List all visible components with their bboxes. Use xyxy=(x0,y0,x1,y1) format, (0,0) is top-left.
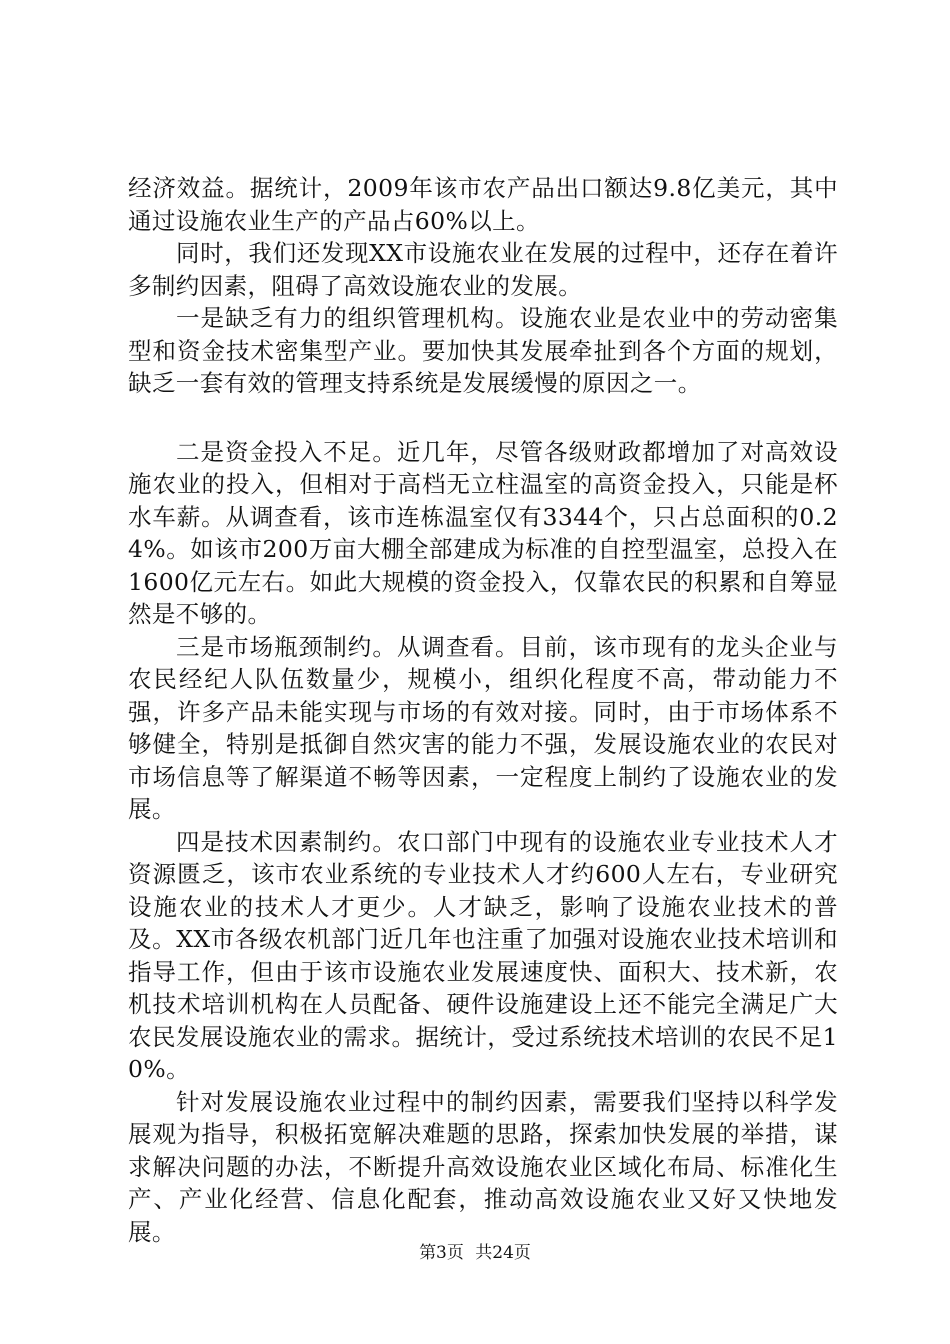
page-total: 共24页 xyxy=(475,1243,531,1263)
paragraph-7: 针对发展设施农业过程中的制约因素，需要我们坚持以科学发展观为指导，积极拓宽解决难题的思路，探索加快发展的举措，谋求解决问题的办法，不断提升高效设施农业区域化布局、标准化生产、产业化经营、信息化配套，推动高效设施农业又好又快地发展。 xyxy=(128,1087,838,1246)
paragraph-gap xyxy=(128,400,838,436)
page-footer xyxy=(0,1243,950,1263)
paragraph-1: 经济效益。据统计，2009年该市农产品出口额达9.8亿美元，其中通过设施农业生产的产品占60%以上。 xyxy=(128,174,838,235)
paragraph-6: 四是技术因素制约。农口部门中现有的设施农业专业技术人才资源匮乏，该市农业系统的专业技术人才约600人左右，专业研究设施农业的技术人才更少。人才缺乏，影响了设施农业技术的普及。XX市各级农机部门近几年也注重了加强对设施农业技术培训和指导工作，但由于该市设施农业发展速度快、面积大、技术新，农机技术培训机构在人员配备、硬件设施建设上还不能完全满足广大农民发展设施农业的需求。据统计，受过系统技术培训的农民不足10%。 xyxy=(128,827,838,1083)
paragraph-3: 一是缺乏有力的组织管理机构。设施农业是农业中的劳动密集型和资金技术密集型产业。要加快其发展牵扯到各个方面的规划，缺乏一套有效的管理支持系统是发展缓慢的原因之一。 xyxy=(128,304,838,397)
paragraph-4: 二是资金投入不足。近几年，尽管各级财政都增加了对高效设施农业的投入，但相对于高档无立柱温室的高资金投入，只能是杯水车薪。从调查看，该市连栋温室仅有3344个，只占总面积的0.24%。如该市200万亩大棚全部建成为标准的自控型温室，总投入在1600亿元左右。如此大规模的资金投入，仅靠农民的积累和自筹显然是不够的。 xyxy=(128,437,838,628)
paragraph-5: 三是市场瓶颈制约。从调查看。目前，该市现有的龙头企业与农民经纪人队伍数量少，规模小，组织化程度不高，带动能力不强，许多产品未能实现与市场的有效对接。同时，由于市场体系不够健全，特别是抵御自然灾害的能力不强，发展设施农业的农民对市场信息等了解渠道不畅等因素，一定程度上制约了设施农业的发展。 xyxy=(128,632,838,823)
document-body xyxy=(128,172,838,1248)
page-number: 第3页 xyxy=(419,1243,464,1263)
paragraph-2: 同时，我们还发现XX市设施农业在发展的过程中，还存在着许多制约因素，阻碍了高效设施农业的发展。 xyxy=(128,239,838,300)
